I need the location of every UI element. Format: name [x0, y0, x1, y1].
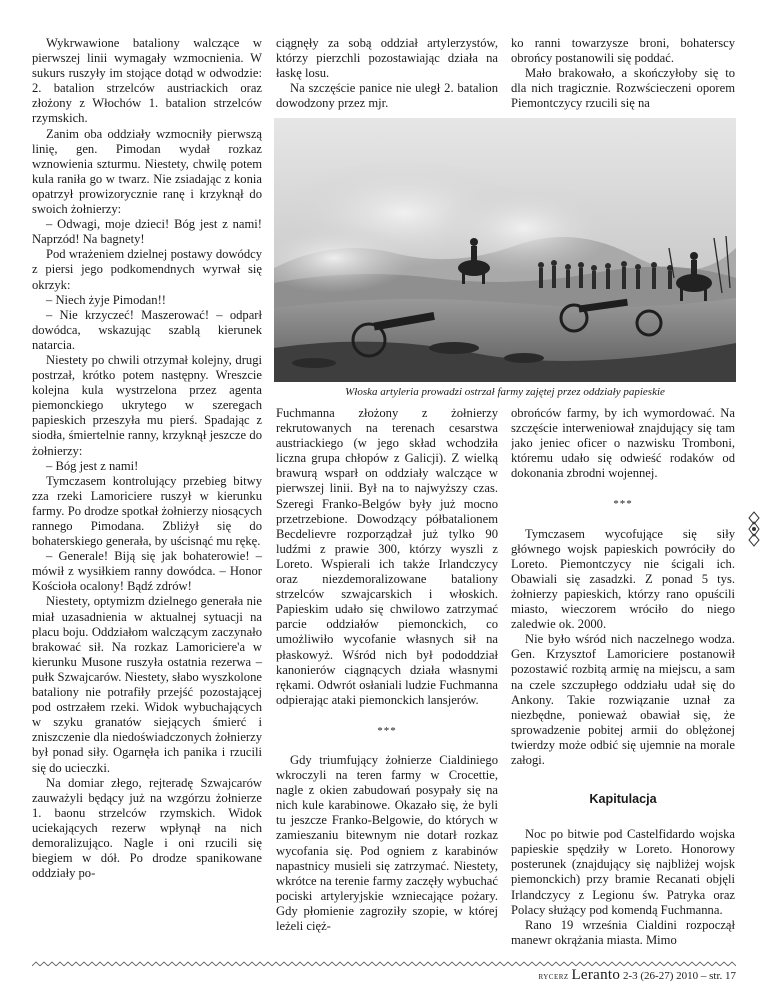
paragraph: Mało brakowało, a skończyłoby się to dla nich tragicznie. Rozwścieczeni oporem Piemontczycy rzucili się na: [511, 66, 735, 110]
section-separator: ***: [377, 724, 397, 737]
paragraph: Fuchmanna złożony z żołnierzy rekrutowanych na terenach cesarstwa austriackiego (w jego skład wchodziła liczna grupa chłopów z Galicji). Z wielką brawurą wsparł on oddziały walczące w pierwszej linii. Był na to najwyższy czas. Szeregi Franko-Belgów były już mocno przetrzebione. Dowodzący półbatalionem Becdelievre rozporządzał już tylko 90 ludźmi z prawie 300, którzy wyszli z Loreto. Wspierali ich także Irlandczycy oraz niezdemoralizowane bataliony strzelców szwajcarskich i włoskich. Papieskim udało się chwilowo zatrzymać parcie oddziałów piemonckich, co umożliwiło wycofanie własnych sił na płaskowyż. Wśród nich był pododdział kanonierów ciągnących działa własnymi rękami. Odwrót osłaniali ludzie Fuchmanna odpierając ataki piemonckich lansjerów.: [276, 406, 498, 707]
paragraph: ko ranni towarzysze broni, bohaterscy obrońcy postanowili się poddać.: [511, 36, 735, 66]
paragraph: Na domiar złego, rejteradę Szwajcarów zauważyli będący już na wzgórzu żołnierze 1. baonu strzelców rzymskich. Widok uciekających rezerw wpłynął na nich demoralizująco. Nagle i oni rzucili się biegiem w dół. Po drodze spanikowane oddziały po-: [32, 775, 262, 881]
paragraph: ciągnęły za sobą oddział artylerzystów, którzy pierzchli pozostawiając działa na łaskę losu.: [276, 36, 498, 81]
paragraph: – Generale! Biją się jak bohaterowie! – mówił z wysiłkiem ranny dowódca. – Honor Kościoła ocalony! Bądź zdrów!: [32, 549, 262, 594]
paragraph: – Odwagi, moje dzieci! Bóg jest z nami! Naprzód! Na bagnety!: [32, 217, 262, 247]
paragraph: Rano 19 września Cialdini rozpoczął manewr okrążania miasta. Mimo: [511, 917, 735, 947]
article-column-3-bottom: [511, 406, 735, 948]
paragraph: Niestety, optymizm dzielnego generała nie miał uzasadnienia w aktualnej sytuacji na placu boju. Oddziałom walczącym zaczynało brakować sił. Na rozkaz Lamoriciere'a w kierunku Musone ruszyła ostatnia rezerwa – pułk Szwajcarów. Niestety, słabo wyszkolone bataliony nie potrafiły przejść pozostającej pod ostrzałem rzeki. Widok wybuchających w szyku granatów siejących śmierć i zniszczenie dla niedoświadczonych żołnierzy był ponad siły. Ogarnęła ich panika i rzucili się do ucieczki.: [32, 594, 262, 775]
paragraph: Wykrwawione bataliony walczące w pierwszej linii wymagały wzmocnienia. W sukurs ruszyły im stojące dotąd w odwodzie: 2. batalion strzelców austriackich oraz złożony z Włochów 1. batalion strzelców rzymskich.: [32, 36, 262, 126]
paragraph: Nie było wśród nich naczelnego wodza. Gen. Krzysztof Lamoriciere postanowił pozostawić rozbitą armię na miejscu, a sam na czele szczupłego oddziału udał się do Ankony. Takie rozwiązanie uznał za niezbędne, ponieważ obawiał się, że sprowadzenie pobitej armii do oblężonej twierdzy może odbić się ujemnie na morale załogi.: [511, 632, 735, 767]
magazine-name: Leranto: [571, 967, 621, 983]
magazine-name-prefix: rycerz: [538, 971, 569, 982]
paragraph: obrońców farmy, by ich wymordować. Na szczęście interweniował znajdujący się tam jako jeniec oficer o nazwisku Tromboni, któremu udało się odwieść rodaków od dokonania zbrodni wojennej.: [511, 406, 735, 481]
page-footer: [32, 967, 736, 985]
battle-illustration: [274, 118, 736, 382]
article-column-2-top: [276, 36, 498, 110]
section-heading: Kapitulacja: [589, 792, 657, 807]
paragraph: Pod wrażeniem dzielnej postawy dowódcy z piersi jego podkomendnych wyrwał się okrzyk:: [32, 247, 262, 292]
article-column-1: [32, 36, 262, 948]
paragraph: Noc po bitwie pod Castelfidardo wojska papieskie spędziły w Loreto. Honorowy posterunek (znajdujący się najbliżej wojsk piemonckich) przy bramie Recanati objęli Irlandczycy z Legionu św. Patryka oraz Polacy służący pod komendą Fuchmanna.: [511, 827, 735, 917]
article-column-2-bottom: [276, 406, 498, 948]
decorative-rule: [32, 954, 736, 960]
paragraph: Gdy triumfujący żołnierze Cialdiniego wkroczyli na teren farmy w Crocettie, nagle z okien zabudowań posypały się na nich kule karabinowe. Okazało się, że byli tu jeszcze Franko-Belgowie, do których w zamieszaniu bitewnym nie dotarł rozkaz wycofania się. Pod ogniem z karabinów napastnicy musieli się zatrzymać. Niestety, wkrótce na terenie farmy zaczęły wybuchać pociski artyleryjskie wzniecające pożary. Gdy płomienie zagroziły szopie, w której leżeli cięż-: [276, 752, 498, 933]
paragraph: Tymczasem wycofujące się siły głównego wojsk papieskich powróciły do Loreto. Piemontczycy nie ścigali ich. Obawiali się zasadzki. Z ponad 5 tys. żołnierzy papieskich, którzy rano opuścili miasto, wieczorem wróciło do niego zaledwie ok. 2000.: [511, 526, 735, 632]
illustration-caption: Włoska artyleria prowadzi ostrzał farmy zajętej przez oddziały papieskie: [345, 386, 665, 398]
article-column-3-top: [511, 36, 735, 110]
paragraph: Tymczasem kontrolujący przebieg bitwy zza rzeki Lamoriciere ruszył w kierunku farmy. Po drodze spotkał żołnierzy niosących rannego Pimodana. Zbliżył się do bohaterskiego generała, by uścisnąć mu rękę.: [32, 473, 262, 549]
section-separator: ***: [613, 498, 633, 511]
paragraph: Niestety po chwili otrzymał kolejny, drugi postrzał, krótko potem następny. Wreszcie kolejna kula wystrzelona przez agenta piemonckiego ukrytego w szeregach papieskich przeszyła mu pierś. Spadając z siodła, śmiertelnie ranny, krzyknął jeszcze do żołnierzy:: [32, 352, 262, 458]
paragraph: – Nie krzyczeć! Maszerować! – odparł dowódca, wskazując szablą kierunek natarcia.: [32, 307, 262, 352]
paragraph: Zanim oba oddziały wzmocniły pierwszą linię, gen. Pimodan wydał rozkaz wznowienia szturmu. Niestety, chwilę potem kula raniła go w twarz. Nie zsiadając z konia opatrzył prowizorycznie ranę i krzyknął do swoich żołnierzy:: [32, 126, 262, 217]
paragraph: – Bóg jest z nami!: [46, 458, 139, 473]
paragraph: Na szczęście panice nie uległ 2. batalion dowodzony przez mjr.: [276, 81, 498, 110]
side-ornament-icon: [747, 510, 761, 548]
issue-and-page: 2-3 (26-27) 2010 – str. 17: [622, 970, 736, 982]
paragraph: – Niech żyje Pimodan!!: [46, 292, 166, 307]
